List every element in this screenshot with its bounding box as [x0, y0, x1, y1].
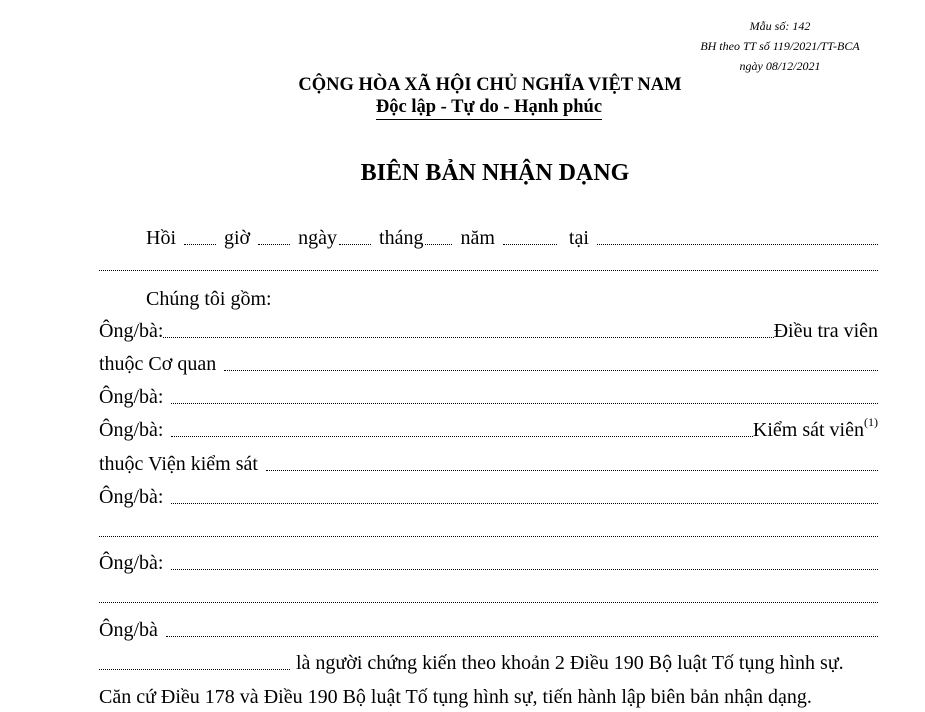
person-5-name-field[interactable]	[171, 569, 878, 570]
witness-name-field[interactable]	[166, 636, 878, 637]
person-4-name-field[interactable]	[171, 503, 878, 504]
prosecutor-line	[99, 414, 878, 442]
form-code-block	[660, 16, 900, 76]
place-field-continued[interactable]	[99, 270, 878, 271]
national-title: CỘNG HÒA XÃ HỘI CHỦ NGHĨA VIỆT NAM	[298, 75, 682, 95]
national-motto: Độc lập - Tự do - Hạnh phúc	[376, 96, 602, 120]
witness-line	[99, 614, 878, 642]
day-field[interactable]	[339, 244, 371, 245]
investigator-name-field[interactable]	[163, 337, 773, 338]
investigator-agency-label: thuộc Cơ quan	[99, 353, 217, 375]
prosecutor-agency-line	[99, 448, 878, 476]
person-line-5	[99, 547, 878, 575]
participants-intro: Chúng tôi gồm:	[146, 288, 272, 310]
label-place: tại	[568, 227, 589, 249]
person-label: Ông/bà:	[99, 419, 164, 441]
participants-intro-line	[146, 283, 878, 311]
hour-field[interactable]	[184, 244, 216, 245]
label-hour: giờ	[224, 227, 251, 249]
label-day: ngày	[298, 227, 338, 249]
person-2-name-field[interactable]	[171, 403, 878, 404]
person-label: Ông/bà:	[99, 320, 164, 342]
place-continuation-line	[99, 248, 878, 276]
legal-basis: Căn cứ Điều 178 và Điều 190 Bộ luật Tố tụng hình sự, tiến hành lập biên bản nhận dạng.	[99, 686, 812, 708]
investigator-line	[99, 315, 878, 343]
prosecutor-name-field[interactable]	[171, 436, 752, 437]
witness-statement: là người chứng kiến theo khoản 2 Điều 190 Bộ luật Tố tụng hình sự.	[296, 652, 844, 674]
form-issued-by: BH theo TT số 119/2021/TT-BCA	[700, 39, 860, 53]
investigator-agency-field[interactable]	[224, 370, 878, 371]
person-label: Ông/bà:	[99, 486, 164, 508]
year-field[interactable]	[503, 244, 557, 245]
document-title: BIÊN BẢN NHẬN DẠNG	[360, 160, 630, 186]
label-month: tháng	[379, 227, 424, 249]
investigator-role: Điều tra viên	[773, 320, 878, 342]
person-line-4	[99, 481, 878, 509]
legal-basis-line	[99, 681, 878, 709]
form-issued-date: ngày 08/12/2021	[739, 59, 821, 73]
minute-field[interactable]	[258, 244, 290, 245]
prosecutor-role	[752, 415, 878, 442]
person-label: Ông/bà:	[99, 552, 164, 574]
witness-details-field[interactable]	[99, 669, 290, 670]
investigator-agency-line	[99, 348, 878, 376]
place-field[interactable]	[597, 244, 878, 245]
month-field[interactable]	[425, 244, 452, 245]
person-5-details-field[interactable]	[99, 602, 878, 603]
label-year: năm	[460, 227, 495, 249]
prosecutor-role-text: Kiểm sát viên	[752, 419, 864, 441]
person-4-details-field[interactable]	[99, 536, 878, 537]
person-4-continuation-line	[99, 514, 878, 542]
person-line-2	[99, 381, 878, 409]
person-label-plain: Ông/bà	[99, 619, 158, 641]
footnote-marker: (1)	[864, 415, 878, 430]
witness-statement-line	[99, 647, 878, 675]
person-5-continuation-line	[99, 580, 878, 608]
prosecutor-agency-label: thuộc Viện kiểm sát	[99, 453, 258, 475]
label-at: Hồi	[146, 227, 176, 249]
prosecutor-agency-field[interactable]	[266, 470, 878, 471]
motto-wrapper	[0, 96, 925, 120]
time-place-line	[146, 222, 878, 250]
form-number: Mẫu số: 142	[749, 19, 811, 33]
person-label: Ông/bà:	[99, 386, 164, 408]
